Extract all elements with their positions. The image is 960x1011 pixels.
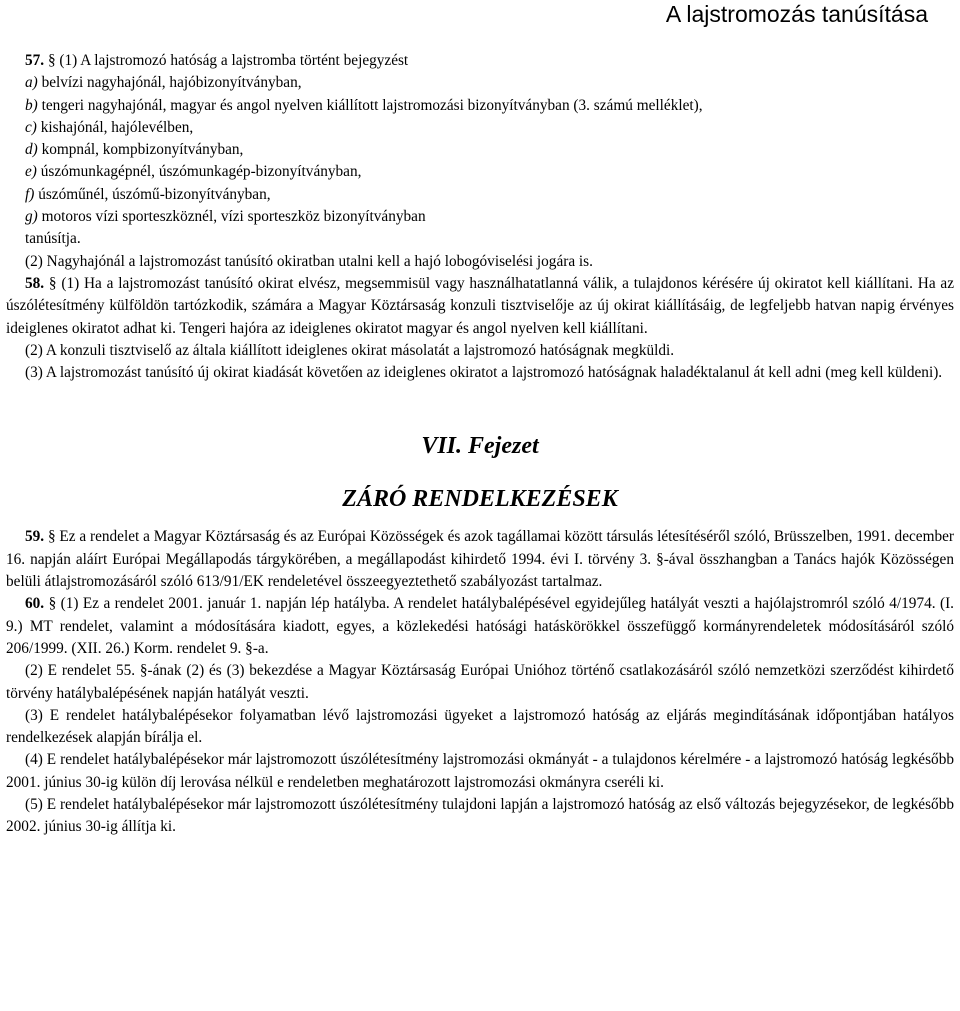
section-57-intro [6, 50, 954, 72]
section-57-paragraph-2: (2) Nagyhajónál a lajstromozást tanúsító okiratban utalni kell a hajó lobogóviselési jogára is. [25, 252, 593, 270]
section-text: § (1) Ha a lajstromozást tanúsító okirat elvész, megsemmisül vagy használhatatlanná válik, a tulajdonos kérésére új okiratot kell kiállítani. Ha az úszólétesítmény külföldön tartózkodik, számára a Magyar Köztársaság konzuli tisztviselője az új okirat kiállításáig, de legfeljebb hatvan napig érvényes ideiglenes okiratot adhat ki. Tengeri hajóra az ideiglenes okiratot magyar és angol nyelven kell kiállítani. [6, 274, 954, 337]
section-58-paragraph-1 [6, 273, 954, 340]
document-body [6, 50, 954, 839]
list-text: tengeri nagyhajónál, magyar és angol nyelven kiállított lajstromozási bizonyítványban (3. számú melléklet), [41, 96, 703, 114]
section-60-paragraph-3: (3) E rendelet hatálybalépésekor folyamatban lévő lajstromozási ügyeket a lajstromozó hatóság az eljárás megindításának időpontjában hatályos rendelkezések alapján bírálja el. [6, 706, 954, 747]
section-57-closing: tanúsítja. [25, 230, 81, 248]
list-item [6, 139, 954, 161]
section-text: § (1) A lajstromozó hatóság a lajstromba történt bejegyzést [47, 52, 409, 69]
section-60-paragraph-5: (5) E rendelet hatálybalépésekor már lajstromozott úszólétesítmény tulajdoni lapján a lajstromozó hatóság az első változás bejegyzésekor, de legkésőbb 2002. június 30-ig állítja ki. [6, 796, 954, 836]
list-text: motoros vízi sporteszköznél, vízi sporteszköz bizonyítványban [41, 208, 426, 226]
section-60-paragraph-4: (4) E rendelet hatálybalépésekor már lajstromozott úszólétesítmény lajstromozási okmányát - a tulajdonos kérelmére - a lajstromozó hatóság legkésőbb 2001. június 30-ig külön díj lerovása nélkül e rendeletben meghatározott lajstromozási okmányra cseréli ki. [6, 751, 954, 791]
list-text: kishajónál, hajólevélben, [40, 118, 194, 136]
section-number: 58. [25, 274, 45, 292]
section-60-paragraph-2: (2) E rendelet 55. §-ának (2) és (3) bekezdése a Magyar Köztársaság Európai Unióhoz történő csatlakozásáról szóló nemzetközi szerződést kihirdető törvény hatálybalépésének napján hatályát veszti. [6, 662, 954, 702]
list-item [6, 72, 954, 94]
chapter-number: VII. Fejezet [421, 433, 539, 460]
section-58-paragraph-3: (3) A lajstromozást tanúsító új okirat kiadását követően az ideiglenes okiratot a lajstromozó hatóságnak haladéktalanul át kell adni (meg kell küldeni). [25, 364, 943, 382]
section-number: 59. [25, 528, 45, 546]
list-text: kompnál, kompbizonyítványban, [41, 141, 244, 159]
list-text: úszóműnél, úszómű-bizonyítványban, [38, 185, 271, 203]
list-item [6, 184, 954, 206]
document-title: A lajstromozás tanúsítása [665, 1, 928, 27]
section-60-paragraph-1 [6, 593, 954, 660]
list-letter: e) [25, 163, 37, 181]
list-letter: f) [25, 185, 35, 203]
list-text: belvízi nagyhajónál, hajóbizonyítványban, [41, 74, 302, 92]
section-text: § Ez a rendelet a Magyar Köztársaság és az Európai Közösségek és azok tagállamai között társulás létesítéséről szóló, Brüsszelben, 1991. december 16. napján aláírt Európai Megállapodás tárgykörében, a megállapodást kihirdető 1994. évi I. törvény 3. §-ával összhangban a Tanács hajók Közösségen belüli átlajstromozásáról szóló 613/91/EK rendeletével összeegyeztethető szabályozást tartalmaz. [6, 528, 954, 591]
section-59-paragraph-1 [6, 526, 954, 593]
section-58-paragraph-2: (2) A konzuli tisztviselő az általa kiállított ideiglenes okirat másolatát a lajstromozó hatóságnak megküldi. [25, 341, 675, 359]
section-text: § (1) Ez a rendelet 2001. január 1. napján lép hatályba. A rendelet hatálybalépésével egyidejűleg hatályát veszti a hajólajstromról szóló 4/1974. (I. 9.) MT rendelet, valamint a módosítására kiadott, egyes, a közlekedési hatósági hatáskörökkel összefüggő kormányrendeletek módosításáról szóló 206/1999. (XII. 26.) Korm. rendelet 9. §-a. [6, 595, 955, 657]
list-letter: c) [25, 118, 37, 136]
list-text: úszómunkagépnél, úszómunkagép-bizonyítványban, [40, 163, 362, 181]
section-number: 60. [25, 595, 45, 613]
chapter-title: ZÁRÓ RENDELKEZÉSEK [342, 486, 618, 513]
list-letter: g) [25, 208, 38, 226]
list-letter: d) [25, 141, 38, 159]
list-item [6, 95, 954, 117]
list-letter: a) [25, 74, 38, 92]
list-letter: b) [25, 96, 38, 114]
list-item [6, 161, 954, 183]
list-item [6, 117, 954, 139]
section-number: 57. [25, 52, 45, 69]
list-item [6, 206, 954, 228]
